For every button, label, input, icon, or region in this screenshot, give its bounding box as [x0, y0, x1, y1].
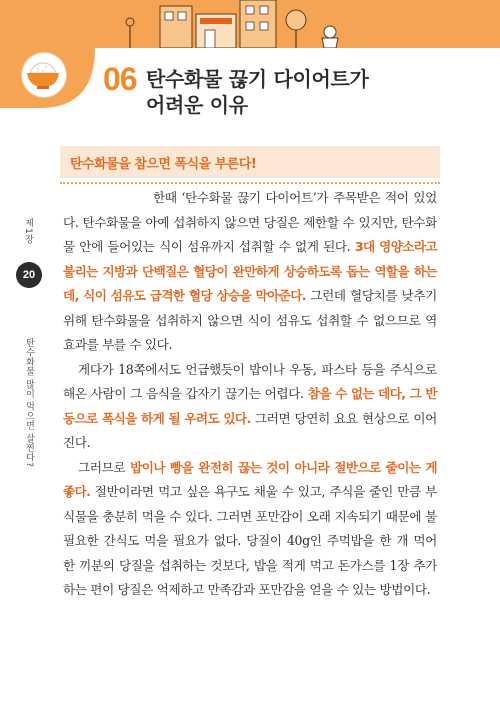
dotted-divider	[60, 182, 440, 184]
text-run: 그러면 당연히 요요 현상으로 이어진다.	[63, 410, 437, 450]
text-run: 절반이라면 먹고 싶은 욕구도 채울 수 있고, 주식을 줄인 만큼 부식물을 충분히 먹을 수 있다. 그러면 포만감이 오래 지속되기 때문에 불필요한 간식도 먹을 필요가 없다. 당질이 40g인 주먹밥을 한 개 먹어 한 끼분의 당질을 섭취하는 것보다, 밥을 적게 먹고 돈가스를 1장 추가하는 편이 당질은 억제하고 만족감과 포만감을 얻을 수 있는 방법이다.	[63, 484, 437, 597]
chapter-number: 06	[103, 61, 137, 97]
text-run: 게다가 18쪽에서도 언급했듯이 밥이나 우동, 파스타 등을 주식으로 해온 사람이 그 음식을 갑자기 끊기는 어렵다.	[63, 361, 437, 401]
text-run: 그러므로	[78, 459, 131, 475]
paragraph	[63, 186, 437, 358]
page-number: 20	[16, 262, 42, 288]
chapter-title: 탄수화물 끊기 다이어트가 어려운 이유	[146, 67, 369, 117]
rice-bowl-icon	[24, 57, 62, 91]
side-book-title: 탄수화물 많이 먹으면 살찐다?	[24, 338, 34, 468]
paragraph	[63, 456, 437, 603]
text-run: 한때 ‘탄수화물 끊기 다이어트’가 주목받은 적이 있었다. 탄수화물을 아예 섭취하지 않으면 당질은 제한할 수 있지만, 탄수화물 안에 들어있는 식이 섬유까지 섭취할 수 없게 된다.	[63, 190, 437, 254]
paragraph	[63, 358, 437, 456]
subheading: 탄수화물을 참으면 폭식을 부른다!	[70, 157, 257, 172]
side-chapter-label: 제1장	[23, 218, 33, 245]
highlighted-text: 밥이나 빵을 완전히 끊는 것이 아니라 절반으로 줄이는 게 좋다.	[63, 459, 437, 499]
body-text	[63, 186, 437, 603]
text-run: 그런데 혈당치를 낮추기 위해 탄수화물을 섭취하지 않으면 식이 섬유도 섭취할 수 없으므로 역효과를 부를 수 있다.	[63, 288, 437, 352]
highlighted-text: 3대 영양소라고 불리는 지방과 단백질은 혈당이 완만하게 상승하도록 돕는 역할을 하는데, 식이 섬유도 급격한 혈당 상승을 막아준다.	[63, 239, 437, 303]
highlighted-text: 참을 수 없는 데다, 그 반동으로 폭식을 하게 될 우려도 있다.	[63, 386, 437, 426]
